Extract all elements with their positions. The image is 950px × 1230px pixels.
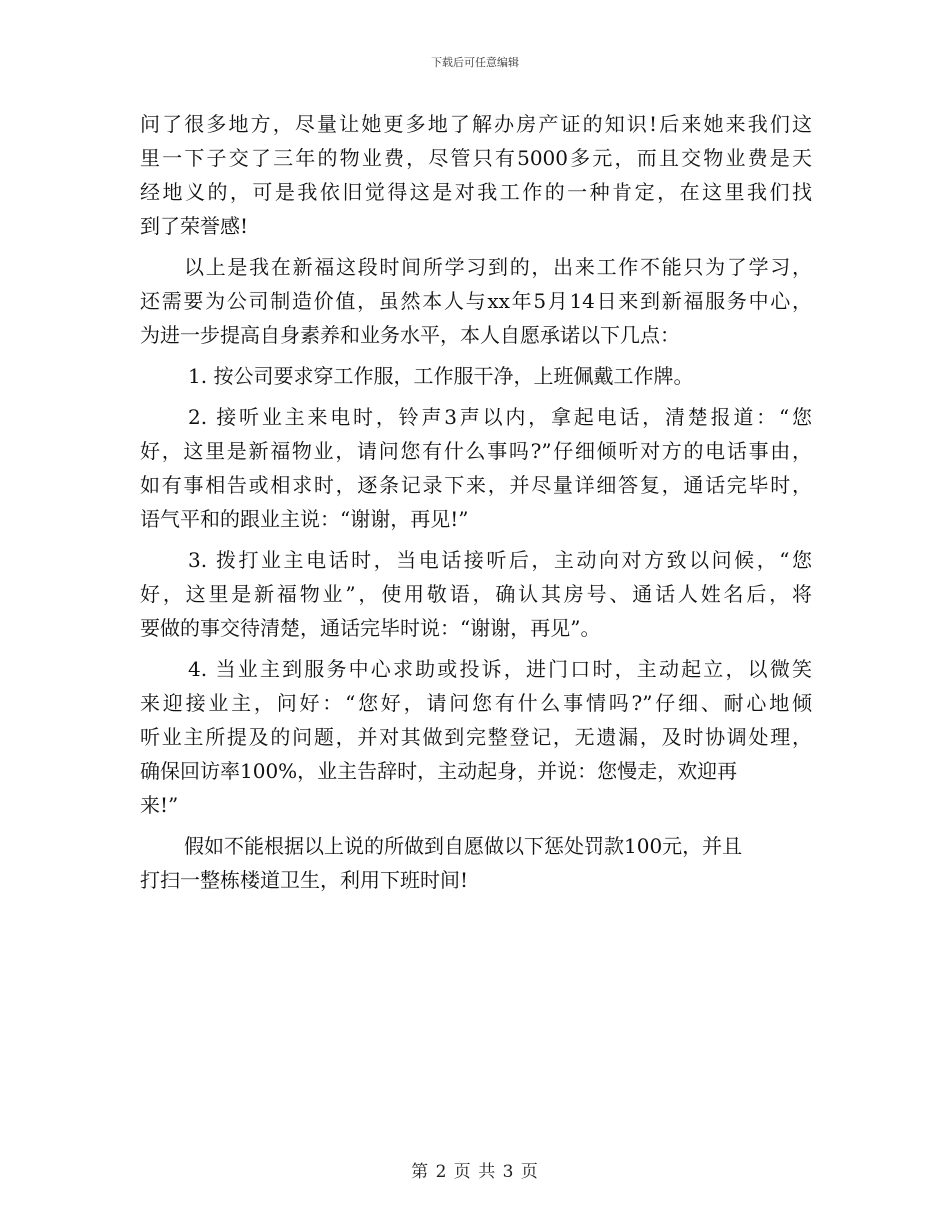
text-line: 3. 拨打业主电话时，当电话接听后，主动向对方致以问候，“您 [188, 548, 812, 572]
paragraph [140, 250, 812, 352]
list-item [140, 652, 812, 822]
text-line: 语气平和的跟业主说：“谢谢，再见!” [140, 507, 469, 531]
text-line: 还需要为公司制造价值，虽然本人与xx年5月14日来到新福服务中心， [140, 289, 812, 313]
text-line: 问了很多地方，尽量让她更多地了解办房产证的知识!后来她来我们这 [140, 112, 812, 136]
text-line: 到了荣誉感! [140, 214, 249, 238]
paragraph [140, 107, 812, 243]
text-line: 假如不能根据以上说的所做到自愿做以下惩处罚款100元，并且 [184, 834, 743, 858]
list-item [140, 359, 812, 393]
paragraph [140, 829, 812, 897]
text-line: 4. 当业主到服务中心求助或投诉，进门口时，主动起立，以微笑 [188, 657, 812, 681]
list-item [140, 543, 812, 645]
text-line: 1. 按公司要求穿工作服，工作服干净，上班佩戴工作牌。 [188, 364, 694, 388]
text-line: 来!” [140, 793, 179, 817]
text-line: 2. 接听业主来电时，铃声3声以内，拿起电话，清楚报道：“您 [188, 405, 812, 429]
text-line: 里一下子交了三年的物业费，尽管只有5000多元，而且交物业费是天 [140, 146, 812, 170]
list-item [140, 400, 812, 536]
text-line: 确保回访率100%，业主告辞时，主动起身，并说：您慢走，欢迎再 [140, 759, 738, 783]
text-line: 听业主所提及的问题，并对其做到完整登记，无遗漏，及时协调处理， [140, 725, 812, 749]
text-line: 如有事相告或相求时，逐条记录下来，并尽量详细答复，通话完毕时， [140, 473, 812, 497]
text-line: 要做的事交待清楚，通话完毕时说：“谢谢，再见”。 [140, 616, 601, 640]
page-header: 下载后可任意编辑 [431, 56, 519, 69]
text-line: 经地义的，可是我依旧觉得这是对我工作的一种肯定，在这里我们找 [140, 180, 812, 204]
text-line: 来迎接业主，问好：“您好，请问您有什么事情吗?”仔细、耐心地倾 [140, 691, 812, 715]
document-body [140, 107, 812, 904]
text-line: 好，这里是新福物业，请问您有什么事吗?”仔细倾听对方的电话事由， [140, 439, 812, 463]
text-line: 打扫一整栋楼道卫生，利用下班时间! [140, 868, 469, 892]
page-number-footer: 第 2 页 共 3 页 [411, 1162, 539, 1182]
text-line: 以上是我在新福这段时间所学习到的，出来工作不能只为了学习， [184, 255, 812, 279]
text-line: 为进一步提高自身素养和业务水平，本人自愿承诺以下几点： [140, 323, 680, 347]
text-line: 好，这里是新福物业”，使用敬语，确认其房号、通话人姓名后，将 [140, 582, 812, 606]
